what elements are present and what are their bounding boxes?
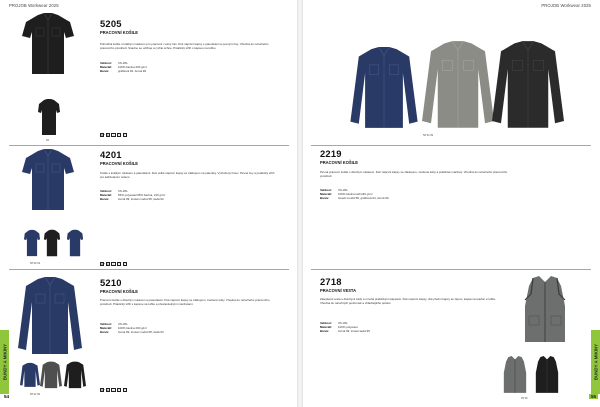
- product-specs-5210: [100, 323, 164, 334]
- shirt-5210-thumb-black: [64, 360, 86, 390]
- wash-icon: 40°: [101, 389, 105, 392]
- product-name-5210: PRACOVNÍ KOŠILE: [100, 289, 138, 294]
- spec-label: Barva:: [100, 68, 109, 73]
- spec-label: Barva:: [100, 329, 109, 334]
- product-code-5205: 5205: [100, 18, 122, 29]
- vest-2718-image: [521, 276, 569, 344]
- shirt-2219-grey: [421, 40, 495, 130]
- thumb-caption-2718: 95 99: [521, 397, 528, 400]
- care-icons: [100, 133, 127, 137]
- product-code-5210: 5210: [100, 277, 122, 288]
- product-specs-2718: [320, 322, 370, 333]
- spec-value: 100% polyester: [338, 324, 358, 329]
- product-description-5205: Pohodlná košile s krátkým rukávem pro pracovní i volný čas. Dvě náprsní kapsy s patentkami a pevnými švy. Vhodná do náročného pracovního prostředí. Snadno se udržuje a rychle schne. Praktický střih s kapsou na tužku.: [100, 42, 269, 50]
- section-tab-label: BUNDY A MIKINY: [593, 343, 598, 381]
- bleach-icon: △: [112, 263, 115, 266]
- right-page: [303, 0, 600, 407]
- product-code-4201: 4201: [100, 149, 122, 160]
- section-divider: [311, 269, 591, 270]
- spec-value: černá 99, tmavě modrá 58, šedá 93: [118, 329, 164, 334]
- product-specs-2219: [320, 189, 388, 200]
- dryclean-icon: ◯: [123, 389, 127, 392]
- spec-label: Velikost:: [100, 61, 112, 65]
- care-icons: [100, 388, 127, 392]
- dry-icon: ▢: [118, 134, 121, 137]
- product-description-2718: Zateplená vesta s dlouhými zády a mnoha praktickými kapsami. Dvě náprsní kapsy, dvě přední kapsy se zipem, kapsa na telefon a tužku. Vhodná do náročných podmínek a chladnějšího počasí.: [320, 297, 497, 305]
- spec-value: 65% polyester/35% bavlna, 210 g/m²: [118, 192, 166, 197]
- product-description-2219: Pevná pracovní košile s dlouhým rukávem. Dvě náprsní kapsy se záklopem, zesílené lokty a praktické manžety. Vhodná do náročného pracovního prostředí.: [320, 170, 508, 178]
- spec-label: Barva:: [320, 328, 329, 333]
- spec-label: Barva:: [320, 195, 329, 200]
- spec-label: Velikost:: [320, 188, 332, 192]
- spec-value: XS-3XL: [118, 322, 128, 326]
- no-bleach-icon: ⊘: [106, 263, 109, 266]
- spec-value: XS-3XL: [118, 189, 128, 193]
- vest-2718-thumb-grey: [501, 356, 529, 394]
- running-head: PROJOB Workwear 2025: [541, 3, 591, 8]
- shirt-4201-thumb-black: [42, 229, 62, 257]
- thumb-caption-5210: 58 93 99: [30, 393, 41, 396]
- no-bleach-icon: ⊘: [106, 389, 109, 392]
- spec-label: Velikost:: [100, 189, 112, 193]
- spec-value: XS-3XL: [118, 61, 128, 65]
- product-name-4201: PRACOVNÍ KOŠILE: [100, 161, 138, 166]
- thumb-caption-2219: 58 94 99: [423, 134, 434, 137]
- spec-label: Materiál:: [320, 191, 332, 196]
- spec-label: Materiál:: [100, 325, 112, 330]
- product-code-2718: 2718: [320, 276, 342, 287]
- shirt-5210-thumb-grey: [40, 360, 62, 390]
- bleach-icon: △: [112, 134, 115, 137]
- shirt-5205-thumb: [38, 98, 60, 136]
- shirt-4201-thumb-navy-2: [65, 229, 85, 257]
- shirt-5210-image: [18, 276, 82, 356]
- spec-label: Barva:: [100, 196, 109, 201]
- wash-icon: 40°: [101, 134, 105, 137]
- dryclean-icon: ◯: [123, 134, 127, 137]
- section-divider: [9, 145, 289, 146]
- section-divider: [9, 269, 289, 270]
- dryclean-icon: ◯: [123, 263, 127, 266]
- section-tab: [0, 330, 9, 394]
- spec-value: XS-3XL: [338, 188, 348, 192]
- section-divider: [311, 145, 591, 146]
- spec-value: grafitová 94, černá 99: [118, 68, 146, 73]
- vest-2718-thumb-black: [533, 356, 561, 394]
- spec-value: 100% bavlna 200 g/m²: [118, 325, 147, 330]
- left-page: [0, 0, 297, 407]
- shirt-4201-thumb-navy: [24, 229, 40, 257]
- dry-icon: ▢: [118, 263, 121, 266]
- product-specs-5205: [100, 62, 147, 73]
- spec-value: 100% bavlna twill 240 g/m²: [338, 191, 373, 196]
- section-tab-label: BUNDY A MIKINY: [2, 343, 7, 381]
- page-number: 54: [4, 394, 10, 399]
- product-description-5210: Pracovní košile s dlouhým rukávem a patentkami. Dvě náprsní kapsy se záklopem, zesílené lokty. Vhodná do náročného pracovního prostředí. Praktický střih s kapsou na tužku a přestavitelnými manžetami.: [100, 298, 270, 306]
- product-code-2219: 2219: [320, 148, 342, 159]
- spec-value: tmavě modrá 58, grafitová 94, černá 99: [338, 195, 389, 200]
- product-description-4201: Košile s krátkým rukávem a patentkami. Dvě velké náprsní kapsy se záklopem na patentky. Vyztužený límec. Pevné švy a praktický střih pro každodenní nošení.: [100, 171, 275, 179]
- section-tab: [591, 330, 600, 394]
- product-name-2718: PRACOVNÍ VESTA: [320, 288, 357, 293]
- product-specs-4201: [100, 190, 165, 201]
- care-icons: [100, 262, 127, 266]
- shirt-2219-navy: [347, 46, 421, 130]
- dry-icon: ▢: [118, 389, 121, 392]
- shirt-2219-graphite: [491, 40, 565, 130]
- no-bleach-icon: ⊘: [106, 134, 109, 137]
- bleach-icon: △: [112, 389, 115, 392]
- thumb-caption-5205: 99: [46, 139, 49, 142]
- running-head: PROJOB Workwear 2025: [9, 3, 59, 8]
- product-name-5205: PRACOVNÍ KOŠILE: [100, 30, 138, 35]
- spec-value: 100% bavlna 200 g/m²: [118, 64, 147, 69]
- spec-value: XS-3XL: [338, 321, 348, 325]
- spec-label: Velikost:: [320, 321, 332, 325]
- spec-value: černá 99, tmavě modrá 58, šedá 93: [118, 196, 164, 201]
- shirt-5210-thumb-navy: [20, 360, 40, 390]
- spec-value: černá 99, tmavě šedá 95: [338, 328, 370, 333]
- spec-label: Materiál:: [100, 64, 112, 69]
- product-name-2219: PRACOVNÍ KOŠILE: [320, 160, 358, 165]
- spec-label: Materiál:: [100, 192, 112, 197]
- wash-icon: 40°: [101, 263, 105, 266]
- shirt-5205-image: [22, 12, 74, 76]
- shirt-4201-image: [22, 148, 74, 212]
- spec-label: Materiál:: [320, 324, 332, 329]
- spec-label: Velikost:: [100, 322, 112, 326]
- thumb-caption-4201: 58 99 93: [30, 262, 41, 265]
- page-number: 55: [590, 394, 597, 399]
